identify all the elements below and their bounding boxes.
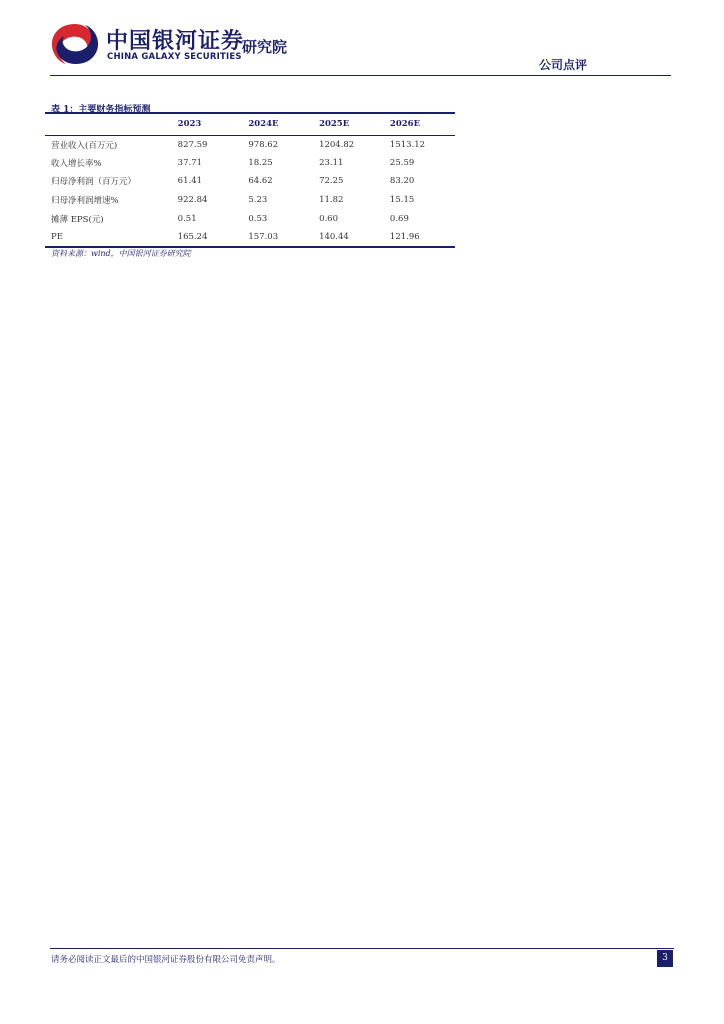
- table-cell: 978.62: [248, 139, 279, 150]
- institute-label: 研究院: [242, 38, 288, 56]
- page-header: [0, 0, 724, 80]
- financial-forecast-table: [45, 112, 455, 248]
- table-cell: 0.51: [177, 213, 197, 224]
- table-cell: 83.20: [389, 176, 415, 187]
- brand-name-cn: 中国银河证券: [106, 29, 245, 54]
- table-row: [45, 172, 455, 191]
- table-cell: 15.15: [389, 195, 415, 206]
- column-header: 2024E: [248, 113, 319, 135]
- brand-name-en: CHINA GALAXY SECURITIES: [107, 52, 242, 62]
- table-cell: 922.84: [177, 195, 208, 206]
- column-header: [45, 113, 178, 135]
- table-row: [45, 154, 455, 173]
- table-cell: 37.71: [177, 157, 203, 168]
- table-row: [45, 191, 455, 210]
- table-cell: 5.23: [248, 195, 268, 206]
- table-row: [45, 209, 455, 228]
- table-header-row: [45, 113, 455, 135]
- table-cell: 0.69: [389, 213, 409, 224]
- table-cell: 121.96: [390, 228, 455, 247]
- table-cell: 0.60: [319, 213, 338, 224]
- galaxy-swirl-logo-icon: [50, 22, 100, 66]
- table-source-note: 资料来源：wind，中国银河证券研究院: [51, 249, 191, 258]
- table-caption: 表 1：主要财务指标预测: [51, 105, 151, 115]
- table-cell: 140.44: [319, 228, 390, 247]
- column-header: 2026E: [390, 113, 455, 135]
- row-label: 营业收入(百万元): [51, 140, 118, 151]
- column-header: 2023: [178, 113, 249, 135]
- table-cell: 165.24: [178, 228, 249, 247]
- table-cell: 18.25: [248, 157, 273, 168]
- table-row: [45, 228, 455, 247]
- page-number: 3: [657, 950, 673, 967]
- table-cell: 61.41: [177, 176, 203, 187]
- table-cell: 72.25: [319, 176, 344, 187]
- table-cell: 64.62: [248, 176, 273, 187]
- column-header: 2025E: [319, 113, 390, 135]
- row-label: 归母净利润增速%: [51, 196, 119, 207]
- row-label: PE: [45, 228, 178, 247]
- footer-divider: [50, 948, 674, 949]
- table-cell: 11.82: [319, 195, 344, 206]
- document-type: 公司点评: [538, 58, 587, 72]
- row-label: 摊薄 EPS(元): [51, 214, 104, 225]
- table-cell: 25.59: [389, 157, 415, 168]
- row-label: 归母净利润（百万元）: [51, 177, 137, 188]
- table-cell: 1513.12: [389, 139, 426, 150]
- table-cell: 157.03: [248, 228, 319, 247]
- table-row: [45, 135, 455, 154]
- table-cell: 23.11: [319, 157, 344, 168]
- footer-disclaimer: 请务必阅读正文最后的中国银河证券股份有限公司免责声明。: [51, 955, 281, 965]
- table-cell: 1204.82: [319, 139, 355, 150]
- table-cell: 827.59: [177, 139, 208, 150]
- row-label: 收入增长率%: [51, 158, 102, 169]
- table-cell: 0.53: [248, 213, 268, 224]
- header-divider: [50, 75, 671, 76]
